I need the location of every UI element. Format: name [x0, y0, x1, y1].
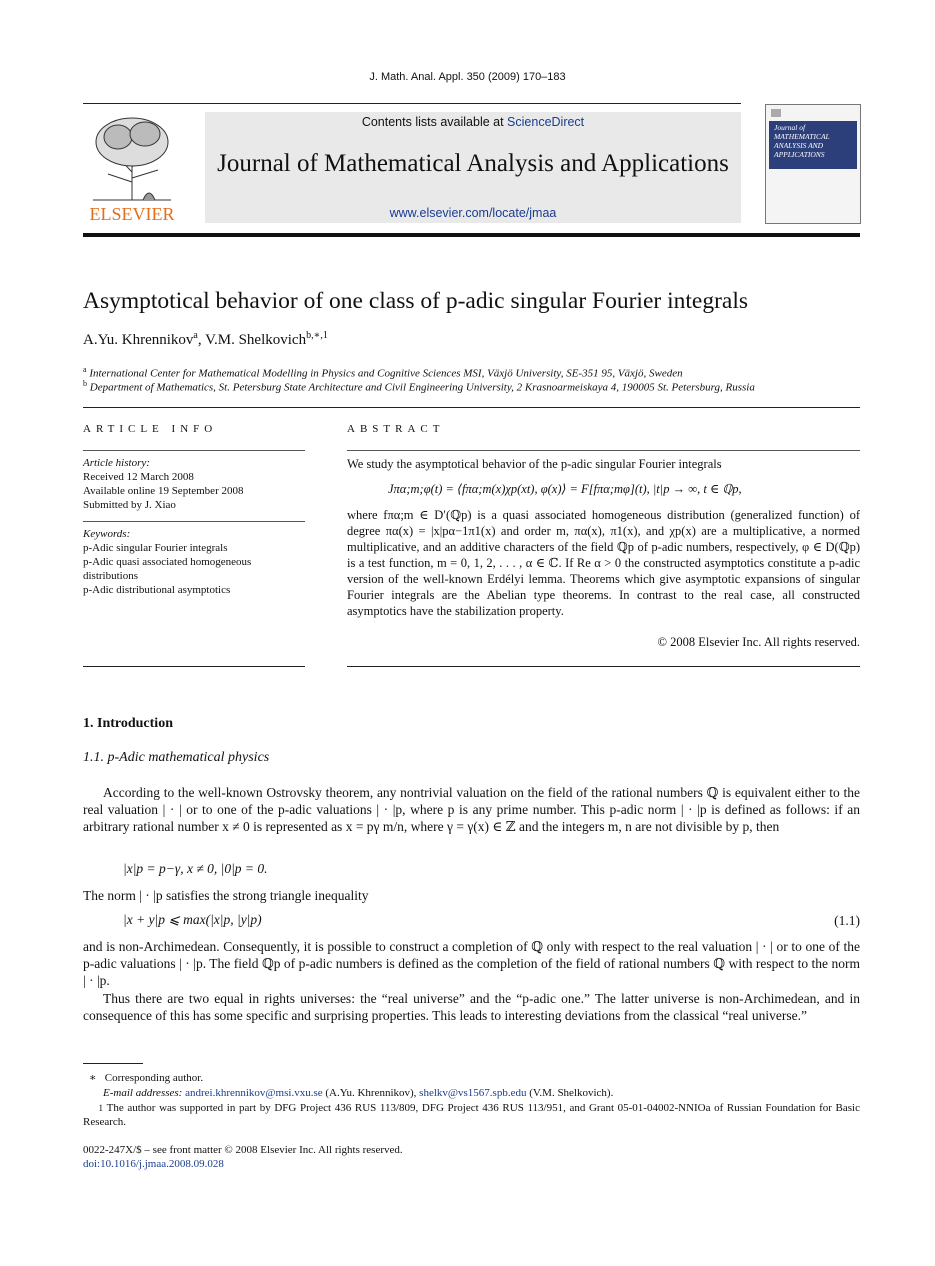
info-rule-1 — [83, 450, 305, 451]
abstract-bottom-rule — [347, 666, 860, 667]
affiliation-a-mark: a — [83, 365, 87, 374]
elsevier-tree-icon — [83, 112, 181, 204]
cover-logo-icon — [771, 109, 781, 117]
equation-number-1-1: (1.1) — [834, 913, 860, 928]
author-1-name: A.Yu. Khrennikov — [83, 332, 194, 348]
intro-paragraph-1: According to the well-known Ostrovsky theorem, any nontrivial valuation on the field of the rational numbers ℚ is equivalent either to the real valuation | · | or to one of the p-adic valuations | · |p, where p is any prime number. This p-adic norm | · |p is defined as follows: if an arbitrary rational number x ≠ 0 is represented as x = pγ m/n, where γ = γ(x) ∈ ℤ and the integers m, n are not divisible by p, then — [83, 785, 860, 834]
footnote-rule — [83, 1063, 143, 1064]
journal-cover-thumbnail — [765, 104, 861, 224]
intro-paragraph-2: The norm | · |p satisfies the strong triangle inequality — [83, 888, 369, 903]
subsection-heading: 1.1. p-Adic mathematical physics — [83, 750, 270, 765]
intro-paragraph-3: and is non-Archimedean. Consequently, it is possible to construct a completion of ℚ only with respect to the real valuation | · | or to one of the p-adic valuations | · |p. The field ℚp of p-adic numbers is defined as the completion of the field of rational numbers ℚ with respect to the norm | · |p. — [83, 939, 860, 988]
doi-link[interactable]: doi:10.1016/j.jmaa.2008.09.028 — [83, 1158, 224, 1170]
issn-line: 0022-247X/$ – see front matter © 2008 Elsevier Inc. All rights reserved. — [83, 1144, 403, 1156]
keywords — [83, 527, 305, 597]
abstract-rule — [347, 450, 860, 451]
journal-url-wrap — [205, 206, 741, 220]
abstract-equation: Jπα;m;φ(t) = ⟨fπα;m(x)χp(xt), φ(x)⟩ = F[fπα;mφ](t), |t|p → ∞, t ∈ ℚp, — [388, 482, 742, 496]
email-2-name: (V.M. Shelkovich). — [529, 1087, 614, 1099]
footnote-corr-mark: ∗ — [89, 1072, 97, 1084]
footnote-1 — [83, 1101, 860, 1129]
footnote-emails — [103, 1086, 860, 1100]
history-received: Received 12 March 2008 — [83, 471, 194, 483]
author-2-name: V.M. Shelkovich — [205, 332, 307, 348]
affiliation-b-text: Department of Mathematics, St. Petersburg State Architecture and Civil Engineering University, 2 Krasnoarmeiskaya 4, 190005 St. Petersburg, Russia — [89, 381, 755, 394]
journal-url-link[interactable]: www.elsevier.com/locate/jmaa — [389, 206, 557, 220]
article-info-heading: ARTICLE INFO — [83, 423, 218, 435]
author-2-sup: b,∗,1 — [306, 330, 328, 341]
keyword-3: p-Adic distributional asymptotics — [83, 584, 231, 596]
affiliation-b-mark: b — [83, 379, 87, 388]
intro-paragraph-4: Thus there are two equal in rights universes: the “real universe” and the “p-adic one.” The latter universe is non-Archimedean, and in consequence of this has some specific and surprising properties. This leads to interesting deviations from the classical “real universe.” — [83, 991, 860, 1023]
info-bottom-rule — [83, 666, 305, 667]
footnote-corresponding — [89, 1071, 860, 1085]
footnote-1-mark: 1 — [98, 1103, 103, 1113]
abstract-copyright: © 2008 Elsevier Inc. All rights reserved. — [657, 635, 860, 649]
equation-padic-norm: |x|p = p−γ, x ≠ 0, |0|p = 0. — [123, 861, 268, 876]
header-thick-rule — [83, 233, 860, 237]
keyword-1: p-Adic singular Fourier integrals — [83, 542, 228, 554]
abstract-heading: ABSTRACT — [347, 423, 445, 435]
info-top-rule — [83, 407, 860, 408]
doi-wrap — [83, 1157, 224, 1171]
contents-prefix: Contents lists available at — [361, 115, 508, 129]
author-separator: , — [197, 332, 202, 348]
cover-title: Journal of MATHEMATICAL ANALYSIS AND APPLICATIONS — [774, 123, 830, 159]
journal-header-box — [205, 112, 741, 223]
info-rule-2 — [83, 521, 305, 522]
abstract-body: where fπα;m ∈ D′(ℚp) is a quasi associated homogeneous distribution (generalized function) of degree πα(x) = |x|pα−1π1(x) and order m, πα(x), π1(x), and χp(x) are a multiplicative, a normed multiplicative, and an additive characters of the field ℚp of p-adic numbers, respectively, φ ∈ D(ℚp) is a test function, m = 0, 1, 2, . . . , α ∈ ℂ. If Re α > 0 the constructed asymptotics constitute a p-adic version of the well-known Erdélyi lemma. Theorems which give asymptotic expansions of singular Fourier integrals are the Abelian type theorems. In contrast to the real case, all constructed asymptotics have the stabilization property. — [347, 508, 860, 618]
journal-citation: J. Math. Anal. Appl. 350 (2009) 170–183 — [369, 71, 566, 83]
elsevier-logo — [83, 112, 181, 222]
email-1-name: (A.Yu. Khrennikov), — [325, 1087, 417, 1099]
journal-title: Journal of Mathematical Analysis and Applications — [217, 150, 729, 177]
section-heading-introduction: 1. Introduction — [83, 716, 173, 731]
authors-line — [83, 330, 860, 349]
footnote-corr-text: Corresponding author. — [104, 1072, 204, 1084]
keyword-2: p-Adic quasi associated homogeneous distributions — [83, 556, 252, 582]
keywords-label: Keywords: — [83, 528, 131, 540]
footnote-1-text: The author was supported in part by DFG Project 436 RUS 113/809, DFG Project 436 RUS 113/951, and Grant 05-01-04002-NNIOa of Russian Foundation for Basic Research. — [83, 1102, 860, 1128]
header-top-rule — [83, 103, 741, 104]
elsevier-wordmark: ELSEVIER — [89, 204, 175, 224]
contents-line — [205, 115, 741, 129]
sciencedirect-link[interactable]: ScienceDirect — [507, 115, 585, 129]
article-history — [83, 456, 305, 512]
affiliation-b — [83, 377, 860, 395]
article-title: Asymptotical behavior of one class of p-adic singular Fourier integrals — [83, 288, 748, 314]
equation-strong-triangle: |x + y|p ⩽ max(|x|p, |y|p) — [123, 912, 262, 927]
abstract-intro: We study the asymptotical behavior of the p-adic singular Fourier integrals — [347, 457, 722, 471]
history-label: Article history: — [83, 457, 150, 469]
email-link-shelkovich[interactable]: shelkv@vs1567.spb.edu — [419, 1087, 527, 1099]
affiliation-a-text: International Center for Mathematical Modelling in Physics and Cognitive Sciences MSI, Växjö University, SE-351 95, Växjö, Sweden — [89, 367, 683, 380]
history-online: Available online 19 September 2008 — [83, 485, 244, 497]
author-1-sup: a — [193, 330, 198, 341]
email-link-khrennikov[interactable]: andrei.khrennikov@msi.vxu.se — [185, 1087, 323, 1099]
history-submitted: Submitted by J. Xiao — [83, 499, 176, 511]
email-label: E-mail addresses: — [103, 1087, 183, 1099]
